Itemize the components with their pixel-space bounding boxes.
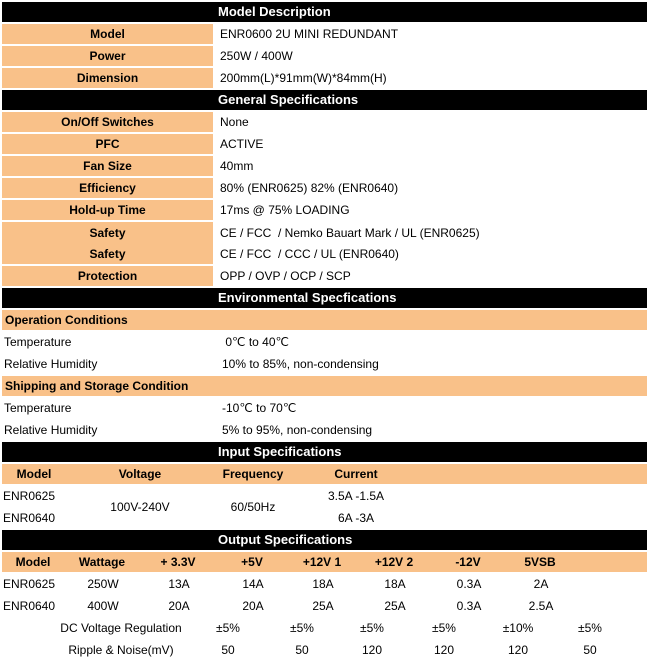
table-cell-current: 6A -3A [337, 511, 375, 525]
row-value: None [220, 115, 249, 129]
table-cell: 20A [242, 599, 264, 613]
spec-row-model [2, 24, 647, 44]
row-value: CE / FCC / CCC / UL (ENR0640) [220, 247, 399, 261]
row-value: 10% to 85%, non-condensing [222, 357, 379, 371]
table-cell: ±5% [432, 621, 456, 635]
row-value: OPP / OVP / OCP / SCP [220, 269, 351, 283]
column-header-voltage: Voltage [118, 467, 162, 481]
input-table-body [2, 486, 647, 528]
row-value: 80% (ENR0625) 82% (ENR0640) [220, 181, 399, 195]
input-model-column [2, 486, 66, 528]
row-value: 17ms @ 75% LOADING [220, 203, 350, 217]
table-cell: 50 [221, 643, 235, 657]
row-label: Temperature [4, 401, 72, 415]
table-cell: 120 [361, 643, 383, 657]
spec-row-safety-1 [2, 222, 647, 244]
output-row-enr0625 [2, 574, 647, 594]
output-row-enr0640 [2, 596, 647, 616]
table-cell: 0.3A [456, 577, 482, 591]
table-cell: 18A [384, 577, 406, 591]
row-label: Relative Humidity [4, 357, 98, 371]
spec-row-dimension [2, 68, 647, 88]
table-cell: 2A [533, 577, 549, 591]
section-header-model-description: Model Description [2, 2, 647, 22]
spec-row-hold-up-time [2, 200, 647, 220]
row-value: -10℃ to 70℃ [222, 401, 297, 415]
row-value: ENR0600 2U MINI REDUNDANT [220, 27, 399, 41]
spec-row-fan-size [2, 156, 647, 176]
row-label: Efficiency [2, 178, 213, 198]
section-header-output-specifications: Output Specifications [2, 530, 647, 550]
row-label: Protection [2, 266, 213, 286]
row-label: Power [2, 46, 213, 66]
column-header-5vsb: 5VSB [524, 555, 556, 569]
spec-row-safety-2 [2, 244, 647, 264]
output-row-ripple-noise [2, 640, 647, 660]
row-label: Safety [2, 222, 213, 244]
row-value: 200mm(L)*91mm(W)*84mm(H) [220, 71, 387, 85]
table-cell-current: 3.5A -1.5A [327, 489, 385, 503]
table-cell: ±10% [502, 621, 534, 635]
table-cell: 25A [384, 599, 406, 613]
input-table-header [2, 464, 647, 484]
row-label: Relative Humidity [4, 423, 98, 437]
table-cell-model: ENR0640 [3, 599, 56, 613]
column-header-12v2: +12V 2 [374, 555, 414, 569]
column-header-model: Model [15, 555, 51, 569]
table-cell-wattage: 250W [87, 577, 119, 591]
table-cell-wattage: 400W [87, 599, 119, 613]
table-cell-frequency: 60/50Hz [230, 500, 276, 514]
row-label: Safety [2, 244, 213, 264]
spec-row-power [2, 46, 647, 66]
input-current-column [292, 486, 420, 528]
row-value: 0℃ to 40℃ [222, 335, 289, 349]
table-cell: ±5% [216, 621, 240, 635]
row-value: CE / FCC / Nemko Bauart Mark / UL (ENR0625) [220, 226, 480, 240]
table-cell: 14A [242, 577, 264, 591]
row-label: Fan Size [2, 156, 213, 176]
spec-row-efficiency [2, 178, 647, 198]
table-cell: 20A [168, 599, 190, 613]
column-header-model: Model [16, 467, 52, 481]
table-cell: 50 [295, 643, 309, 657]
row-label: DC Voltage Regulation [60, 621, 182, 635]
table-cell: 50 [583, 643, 597, 657]
env-row-temperature [2, 332, 647, 352]
spec-row-protection [2, 266, 647, 286]
column-header-3v3: + 3.3V [160, 555, 196, 569]
table-cell-model: ENR0625 [3, 489, 56, 503]
input-voltage-column [66, 486, 214, 528]
spec-row-on-off-switches [2, 112, 647, 132]
row-value: ACTIVE [220, 137, 264, 151]
row-label: On/Off Switches [2, 112, 213, 132]
table-cell: 0.3A [456, 599, 482, 613]
row-label: Temperature [4, 335, 72, 349]
table-cell: 120 [433, 643, 455, 657]
column-header-5v: +5V [241, 555, 263, 569]
spec-row-pfc [2, 134, 647, 154]
output-table-header [2, 552, 647, 572]
table-cell: 25A [312, 599, 334, 613]
subsection-operation-conditions: Operation Conditions [2, 310, 647, 330]
row-label: Ripple & Noise(mV) [68, 643, 174, 657]
row-label: PFC [2, 134, 213, 154]
section-header-environmental-specifications: Environmental Specfications [2, 288, 647, 308]
table-cell: 18A [312, 577, 334, 591]
output-row-dc-voltage-regulation [2, 618, 647, 638]
table-cell: 2.5A [528, 599, 554, 613]
row-label: Model [2, 24, 213, 44]
table-cell-voltage: 100V-240V [110, 500, 170, 514]
row-label: Hold-up Time [2, 200, 213, 220]
env-row-relative-humidity [2, 354, 647, 374]
table-cell-model: ENR0640 [3, 511, 56, 525]
column-header-neg12v: -12V [455, 555, 481, 569]
subsection-shipping-storage-condition: Shipping and Storage Condition [2, 376, 647, 396]
row-value: 40mm [220, 159, 254, 173]
env-row-relative-humidity-storage [2, 420, 647, 440]
table-cell: ±5% [290, 621, 314, 635]
row-value: 5% to 95%, non-condensing [222, 423, 373, 437]
input-frequency-column [214, 486, 292, 528]
table-cell: 13A [168, 577, 190, 591]
row-value: 250W / 400W [220, 49, 293, 63]
column-header-frequency: Frequency [222, 467, 284, 481]
env-row-temperature-storage [2, 398, 647, 418]
column-header-current: Current [334, 467, 378, 481]
table-cell: ±5% [360, 621, 384, 635]
column-header-12v1: +12V 1 [302, 555, 342, 569]
table-cell: ±5% [578, 621, 602, 635]
row-label: Dimension [2, 68, 213, 88]
section-header-input-specifications: Input Specifications [2, 442, 647, 462]
section-header-general-specifications: General Specifications [2, 90, 647, 110]
column-header-wattage: Wattage [78, 555, 126, 569]
table-cell-model: ENR0625 [3, 577, 56, 591]
table-cell: 120 [507, 643, 529, 657]
